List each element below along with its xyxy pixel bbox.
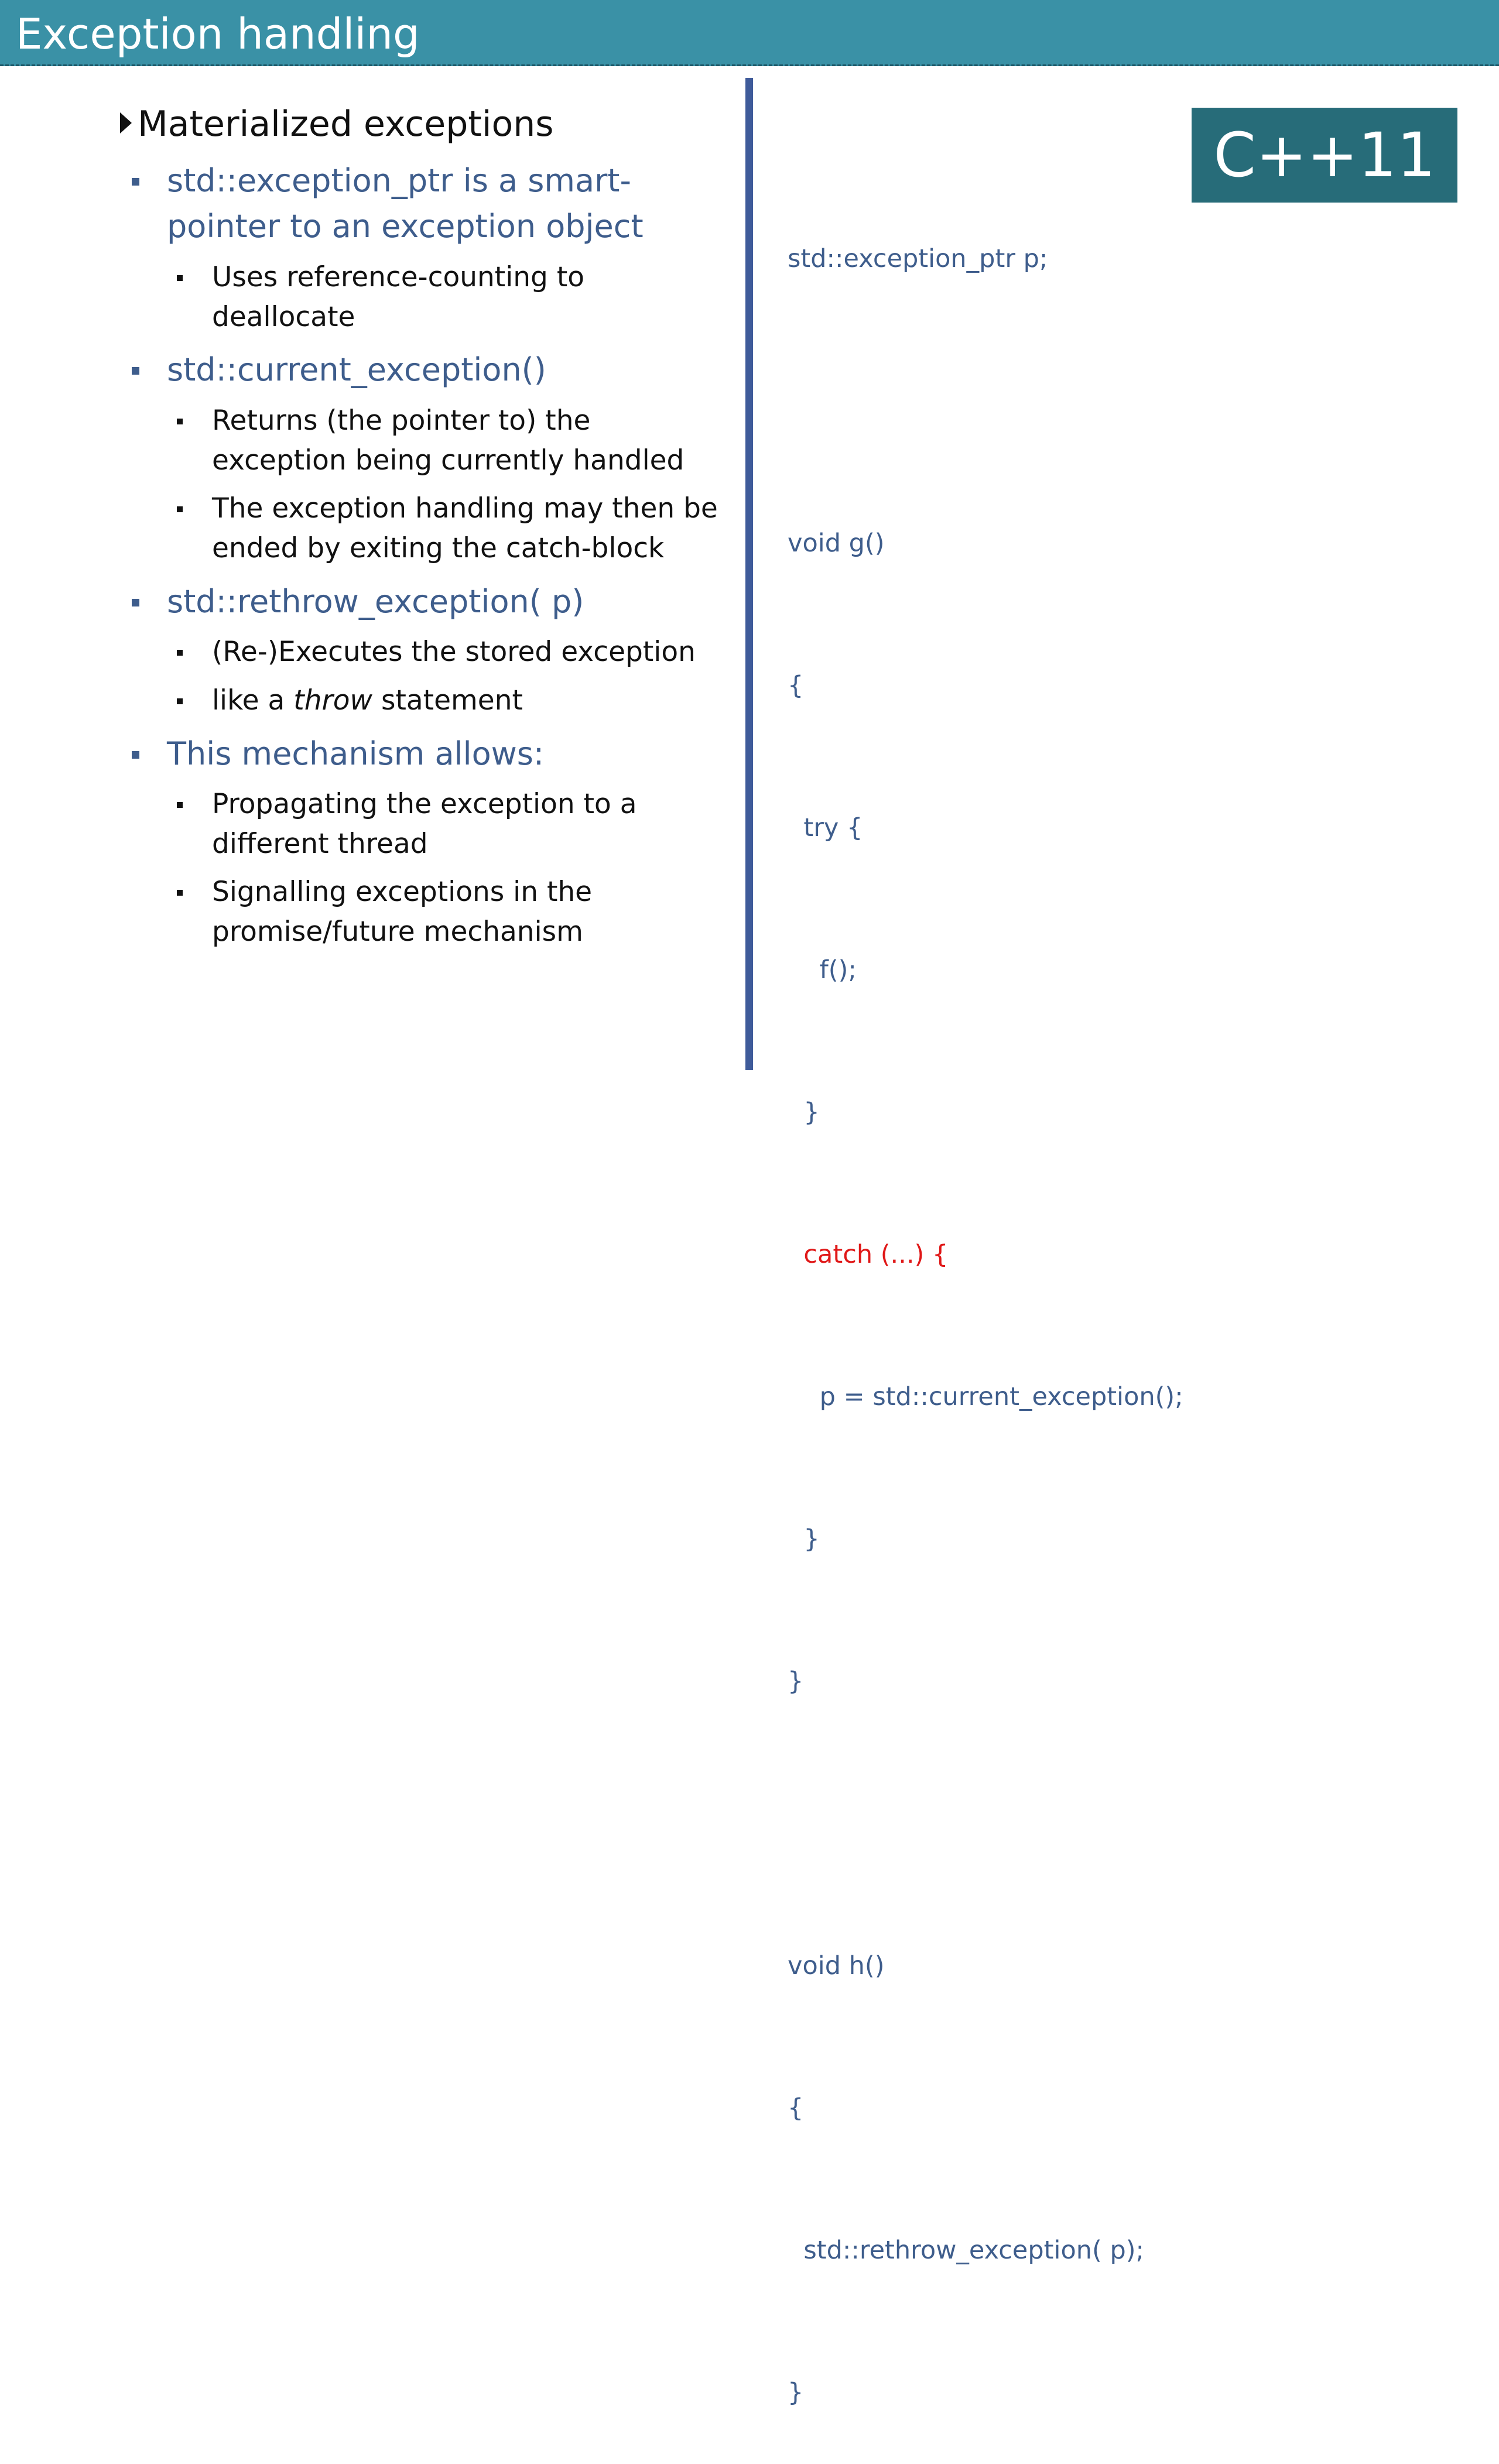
bullet-mechanism xyxy=(167,731,729,777)
square-bullet-icon xyxy=(132,367,139,375)
code-line: p = std::current_exception(); xyxy=(788,1382,1183,1411)
code-line: f(); xyxy=(788,955,857,985)
code-block xyxy=(788,140,1183,2464)
sub-bullet-line: Uses reference-counting to xyxy=(212,261,585,293)
bullet-line: pointer to an exception object xyxy=(167,208,644,245)
square-bullet-icon xyxy=(177,890,183,896)
vertical-divider xyxy=(745,78,753,1070)
sub-bullet-refcount xyxy=(212,258,727,337)
sub-bullet-line: The exception handling may then be xyxy=(212,492,718,525)
sub-bullet-line: ended by exiting the catch-block xyxy=(212,532,665,564)
square-bullet-icon xyxy=(177,506,183,512)
bullet-rethrow-exception xyxy=(167,579,729,625)
sub-bullet-reexecutes xyxy=(212,632,727,672)
square-bullet-icon xyxy=(177,275,183,281)
sub-bullet-like-throw xyxy=(212,681,727,721)
bullet-line: std::current_exception() xyxy=(167,351,546,388)
sub-bullet-line: Returns (the pointer to) the xyxy=(212,405,591,437)
triangle-bullet-icon xyxy=(120,112,132,133)
sub-bullet-line: (Re-)Executes the stored exception xyxy=(212,636,696,668)
code-line xyxy=(788,1800,1183,1848)
square-bullet-icon xyxy=(132,599,139,606)
sub-bullet-propagating xyxy=(212,784,727,864)
code-line: std::rethrow_exception( p); xyxy=(788,2236,1145,2265)
code-line: try { xyxy=(788,813,863,842)
sub-bullet-signalling xyxy=(212,872,727,952)
code-line: } xyxy=(788,2378,804,2407)
slide-title: Exception handling xyxy=(16,9,420,59)
bullet-line: std::rethrow_exception( p) xyxy=(167,583,584,620)
square-bullet-icon xyxy=(177,650,183,656)
code-line: } xyxy=(788,1098,820,1127)
square-bullet-icon xyxy=(132,751,139,759)
sub-bullet-line: deallocate xyxy=(212,301,355,333)
cpp11-badge: C++11 xyxy=(1192,108,1457,203)
code-line: } xyxy=(788,1667,804,1696)
sub-bullet-line: Propagating the exception to a xyxy=(212,788,637,820)
sub-bullet-line: like a throw statement xyxy=(212,684,523,717)
bullet-exception-ptr xyxy=(167,158,729,249)
bullet-panel xyxy=(0,0,738,1124)
code-line: void h() xyxy=(788,1951,885,1980)
code-line: { xyxy=(788,2093,804,2123)
section-heading: Materialized exceptions xyxy=(120,102,553,146)
bullet-current-exception xyxy=(167,347,729,393)
square-bullet-icon xyxy=(177,419,183,424)
sub-bullet-line: promise/future mechanism xyxy=(212,916,583,948)
bullet-line: std::exception_ptr is a smart- xyxy=(167,162,631,199)
code-line: void g() xyxy=(788,529,885,558)
sub-bullet-line: exception being currently handled xyxy=(212,444,685,477)
sub-bullet-line: Signalling exceptions in the xyxy=(212,876,593,908)
sub-bullet-ended xyxy=(212,489,727,568)
code-line xyxy=(788,378,1183,425)
square-bullet-icon xyxy=(177,802,183,808)
square-bullet-icon xyxy=(177,698,183,704)
code-line-catch: catch (...) { xyxy=(788,1240,949,1269)
square-bullet-icon xyxy=(132,178,139,186)
sub-bullet-line: different thread xyxy=(212,828,428,860)
code-line: } xyxy=(788,1524,820,1554)
code-line: { xyxy=(788,671,804,700)
sub-bullet-returns xyxy=(212,401,727,481)
code-line: std::exception_ptr p; xyxy=(788,244,1048,273)
throw-keyword: throw xyxy=(293,684,373,717)
bullet-line: This mechanism allows: xyxy=(167,735,545,772)
